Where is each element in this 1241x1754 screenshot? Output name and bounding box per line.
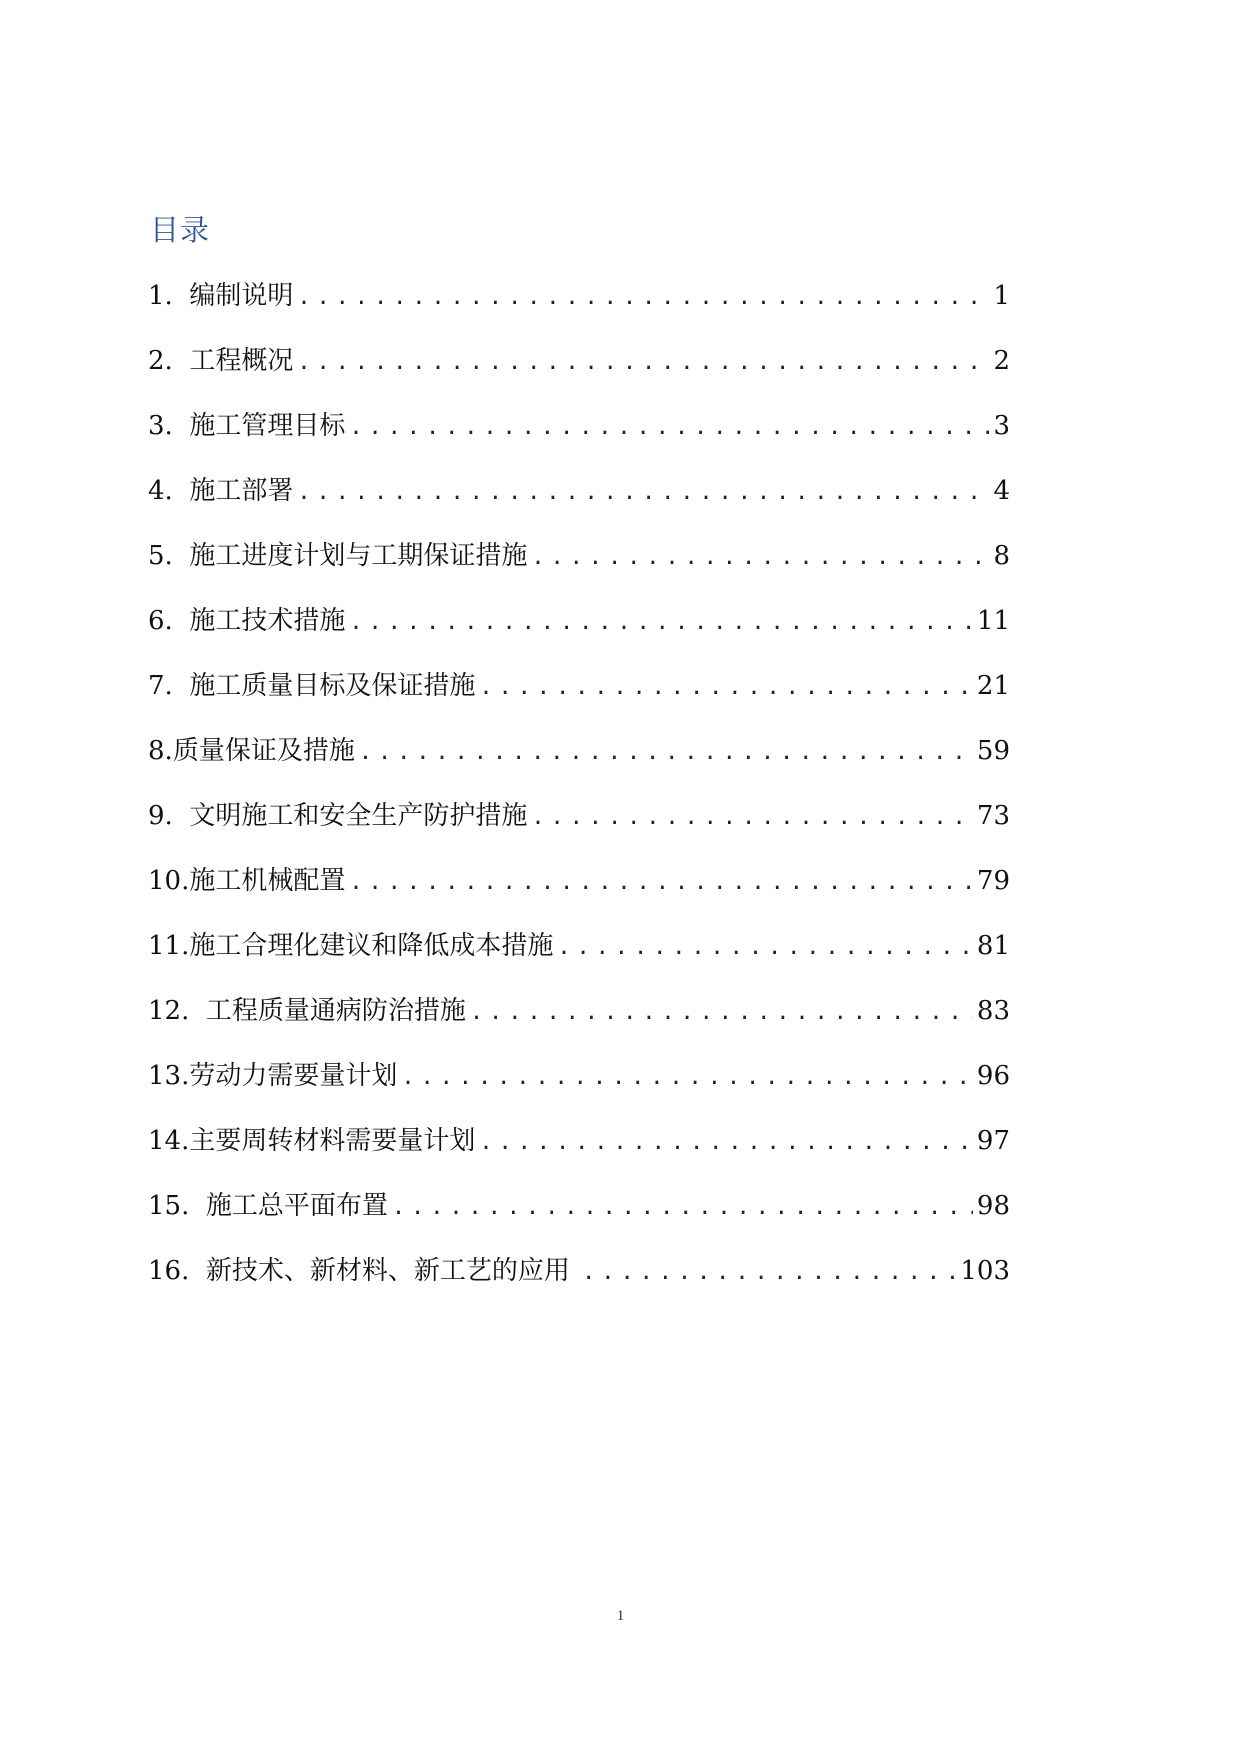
toc-entry-page: 4 (993, 476, 1010, 506)
toc-dot-leader (297, 278, 989, 318)
toc-entry-number: 6. (148, 606, 190, 636)
toc-entry-number: 11. (148, 931, 190, 961)
toc-entry-page: 83 (976, 996, 1010, 1026)
toc-dot-leader (479, 1123, 973, 1163)
toc-entry-title: 劳动力需要量计划 (189, 1061, 398, 1091)
toc-entry[interactable] (148, 666, 1010, 731)
toc-entry[interactable] (148, 731, 1010, 796)
toc-entry-title: 编制说明 (189, 281, 294, 311)
toc-entry-page: 97 (976, 1126, 1010, 1156)
toc-entry-title: 施工进度计划与工期保证措施 (189, 541, 528, 571)
toc-entry[interactable] (148, 341, 1010, 406)
toc-entry-page: 79 (976, 866, 1010, 896)
toc-entry-number: 10. (148, 866, 190, 896)
toc-entry[interactable] (148, 1121, 1010, 1186)
toc-entry-page: 3 (993, 411, 1010, 441)
toc-dot-leader (531, 538, 989, 578)
toc-entry-page: 59 (976, 736, 1010, 766)
toc-entry-number: 2. (148, 346, 190, 376)
toc-entry-title: 施工质量目标及保证措施 (189, 671, 476, 701)
toc-dot-leader (297, 343, 989, 383)
toc-entry[interactable] (148, 1056, 1010, 1121)
toc-title: 目录 (150, 213, 211, 247)
toc-entry-title: 主要周转材料需要量计划 (189, 1126, 476, 1156)
toc-entry-page: 103 (960, 1256, 1010, 1286)
toc-entry-number: 3. (148, 411, 190, 441)
toc-entry[interactable] (148, 536, 1010, 601)
toc-entry-number: 8. (148, 736, 173, 766)
toc-dot-leader (349, 603, 973, 643)
toc-dot-leader (582, 1253, 956, 1293)
toc-entry-number: 13. (148, 1061, 190, 1091)
toc-dot-leader (359, 733, 973, 773)
toc-entry[interactable] (148, 926, 1010, 991)
toc-entry[interactable] (148, 601, 1010, 666)
toc-dot-leader (531, 798, 973, 838)
toc-entry[interactable] (148, 471, 1010, 536)
toc-entry-title: 质量保证及措施 (172, 736, 355, 766)
toc-entry-page: 1 (993, 281, 1010, 311)
toc-entry-page: 81 (976, 931, 1010, 961)
toc-entry-title: 工程概况 (189, 346, 294, 376)
toc-entry[interactable] (148, 861, 1010, 926)
toc-entry-page: 21 (976, 671, 1010, 701)
toc-entry-title: 新技术、新材料、新工艺的应用 (205, 1256, 579, 1286)
toc-entry-number: 16. (148, 1256, 206, 1286)
toc-entry[interactable] (148, 796, 1010, 861)
toc-dot-leader (401, 1058, 973, 1098)
toc-entry-title: 施工总平面布置 (205, 1191, 388, 1221)
toc-entry-number: 1. (148, 281, 190, 311)
toc-entry-title: 施工机械配置 (189, 866, 346, 896)
toc-entry-page: 2 (993, 346, 1010, 376)
toc-entry-title: 施工部署 (189, 476, 294, 506)
toc-entry[interactable] (148, 276, 1010, 341)
toc-entry-page: 73 (976, 801, 1010, 831)
toc-entry-number: 9. (148, 801, 190, 831)
toc-entry-title: 施工技术措施 (189, 606, 346, 636)
toc-dot-leader (392, 1188, 973, 1228)
toc-entry-page: 98 (976, 1191, 1010, 1221)
toc-entry-number: 7. (148, 671, 190, 701)
toc-dot-leader (349, 408, 989, 448)
toc-entry-page: 11 (976, 606, 1010, 636)
toc-entry[interactable] (148, 1251, 1010, 1316)
toc-entry[interactable] (148, 991, 1010, 1056)
toc-dot-leader (479, 668, 973, 708)
toc-list (148, 276, 1010, 1316)
toc-entry-title: 施工合理化建议和降低成本措施 (189, 931, 554, 961)
toc-entry-number: 5. (148, 541, 190, 571)
toc-entry-title: 工程质量通病防治措施 (205, 996, 466, 1026)
toc-entry-title: 施工管理目标 (189, 411, 346, 441)
toc-entry-number: 4. (148, 476, 190, 506)
toc-dot-leader (297, 473, 989, 513)
toc-entry-page: 96 (976, 1061, 1010, 1091)
toc-entry[interactable] (148, 1186, 1010, 1251)
toc-entry-number: 12. (148, 996, 206, 1026)
toc-entry-title: 文明施工和安全生产防护措施 (189, 801, 528, 831)
toc-dot-leader (349, 863, 973, 903)
toc-entry-page: 8 (993, 541, 1010, 571)
toc-dot-leader (557, 928, 973, 968)
toc-entry[interactable] (148, 406, 1010, 471)
toc-entry-number: 14. (148, 1126, 190, 1156)
toc-entry-number: 15. (148, 1191, 206, 1221)
toc-dot-leader (470, 993, 973, 1033)
page-number: 1 (616, 1608, 625, 1624)
